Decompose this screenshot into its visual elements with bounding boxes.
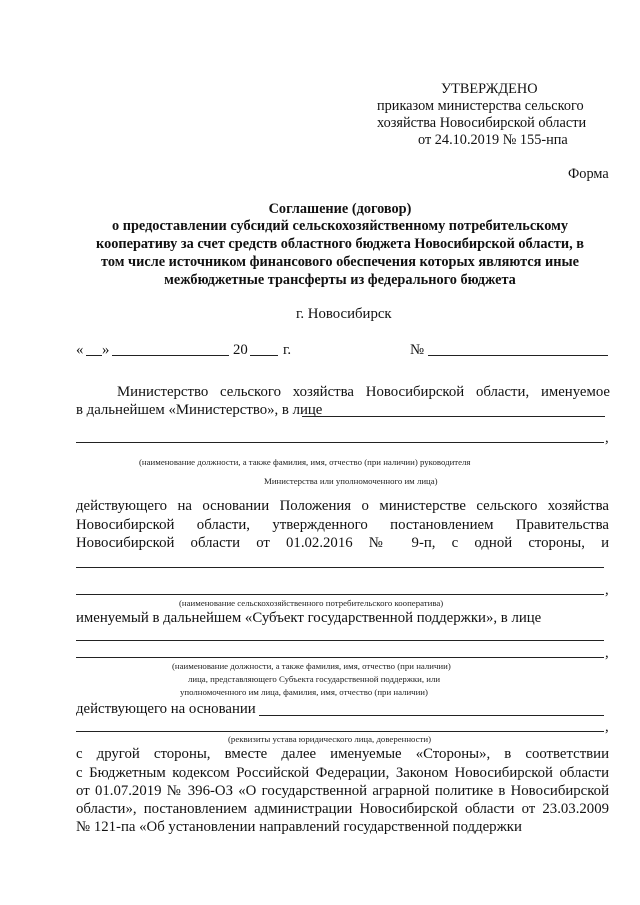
comma-1: , <box>605 430 609 446</box>
subject-representative-field-2[interactable] <box>76 657 604 658</box>
cooperative-name-field-2[interactable] <box>76 594 604 595</box>
hint-ministry-head-2: Министерства или уполномоченного им лица) <box>264 476 438 486</box>
final-line-2: с Бюджетным кодексом Российской Федерации, Законом Новосибирской области <box>76 765 609 781</box>
final-line-5: № 121-па «Об установлении направлений государственной поддержки <box>76 819 522 835</box>
year-field[interactable] <box>250 355 278 356</box>
basis-line-3: Новосибирской области от 01.02.2016 № 9-п, с одной стороны, и <box>76 535 609 551</box>
final-line-3: от 01.07.2019 № 396-ОЗ «О государственной аграрной политике в Новосибирской <box>76 783 609 799</box>
comma-2: , <box>605 582 609 598</box>
month-field[interactable] <box>112 355 229 356</box>
acting-basis-label: действующего на основании <box>76 701 256 717</box>
agreement-number-field[interactable] <box>428 355 608 356</box>
quote-open: « <box>76 342 84 358</box>
basis-line-1: действующего на основании Положения о министерстве сельского хозяйства <box>76 498 609 514</box>
number-sign: № <box>410 342 425 358</box>
comma-3: , <box>605 645 609 661</box>
heading-line-5: межбюджетные трансферты из федерального бюджета <box>164 272 516 288</box>
hint-documents: (реквизиты устава юридического лица, доверенности) <box>228 734 432 744</box>
final-line-4: области», постановлением администрации Новосибирской области от 23.03.2009 <box>76 801 609 817</box>
approval-line-3: от 24.10.2019 № 155-нпа <box>418 132 568 148</box>
subject-representative-field[interactable] <box>76 640 604 641</box>
acting-basis-field[interactable] <box>259 715 604 716</box>
ministry-line-1: Министерство сельского хозяйства Новосибирской области, именуемое <box>117 384 610 400</box>
ministry-representative-field[interactable] <box>302 416 605 417</box>
final-line-1: с другой стороны, вместе далее именуемые «Стороны», в соответствии <box>76 746 609 762</box>
ministry-line-2: в дальнейшем «Министерство», в лице <box>76 402 323 418</box>
city: г. Новосибирск <box>296 306 392 322</box>
acting-basis-field-2[interactable] <box>76 731 604 732</box>
approval-title: УТВЕРЖДЕНО <box>441 81 538 97</box>
year-suffix: г. <box>283 342 292 358</box>
basis-line-2: Новосибирской области, утвержденного постановлением Правительства <box>76 517 609 533</box>
quote-close: » <box>102 342 110 358</box>
ministry-representative-field-2[interactable] <box>76 442 604 443</box>
hint-representative-3: уполномоченного им лица, фамилия, имя, отчество (при наличии) <box>180 687 428 697</box>
day-field[interactable] <box>86 355 102 356</box>
form-label: Форма <box>568 166 609 182</box>
heading-line-2: о предоставлении субсидий сельскохозяйственному потребительскому <box>112 218 568 234</box>
hint-cooperative: (наименование сельскохозяйственного потребительского кооператива) <box>179 598 444 608</box>
hint-representative-1: (наименование должности, а также фамилия, имя, отчество (при наличии) <box>172 661 451 671</box>
approval-line-1: приказом министерства сельского <box>377 98 584 114</box>
year-prefix: 20 <box>233 342 248 358</box>
cooperative-name-field[interactable] <box>76 567 604 568</box>
heading-line-1: Соглашение (договор) <box>268 201 412 217</box>
hint-ministry-head: (наименование должности, а также фамилия, имя, отчество (при наличии) руководителя <box>139 457 471 467</box>
heading-line-3: кооперативу за счет средств областного бюджета Новосибирской области, в <box>96 236 584 252</box>
approval-line-2: хозяйства Новосибирской области <box>377 115 587 131</box>
heading-line-4: том числе источником финансового обеспечения которых являются иные <box>101 254 579 270</box>
subject-line-1: именуемый в дальнейшем «Субъект государственной поддержки», в лице <box>76 610 542 626</box>
hint-representative-2: лица, представляющего Субъекта государственной поддержки, или <box>188 674 441 684</box>
comma-4: , <box>605 719 609 735</box>
